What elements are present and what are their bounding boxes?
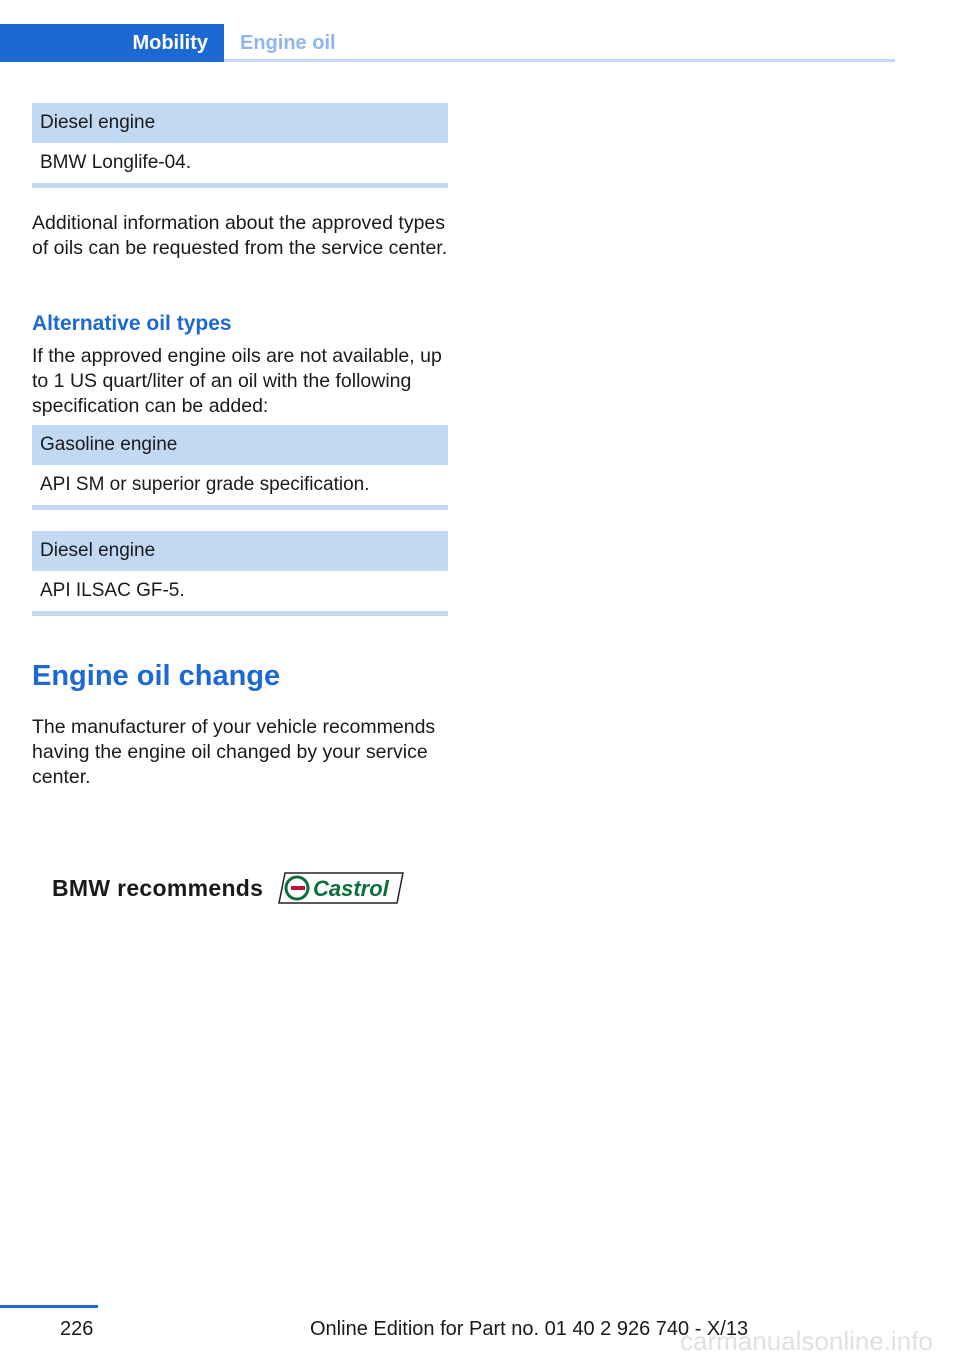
spec-table-diesel-approved (32, 103, 448, 188)
spec-bottom-rule (32, 183, 448, 188)
oil-change-heading: Engine oil change (32, 660, 281, 692)
watermark: carmanualsonline.info (680, 1326, 933, 1356)
header-divider (224, 59, 895, 62)
castrol-logo-icon (277, 871, 405, 905)
header-tabs (0, 24, 895, 62)
castrol-wordmark: Castrol (313, 876, 390, 901)
spec-table-gasoline (32, 425, 448, 510)
spec-heading: Diesel engine (32, 531, 448, 571)
spec-table-diesel-alternative (32, 531, 448, 616)
footer-rule (0, 1305, 98, 1308)
spec-bottom-rule (32, 611, 448, 616)
bmw-castrol-logo (52, 866, 432, 910)
tab-mobility[interactable]: Mobility (0, 24, 224, 62)
alternative-oil-heading: Alternative oil types (32, 312, 232, 335)
alternative-oil-intro: If the approved engine oils are not available, up to 1 US quart/liter of an oil with the following specification can be added: (32, 345, 442, 417)
oil-change-paragraph: The manufacturer of your vehicle recommends having the engine oil changed by your service center. (32, 716, 436, 788)
spec-value: BMW Longlife-04. (40, 152, 192, 173)
additional-info-paragraph: Additional information about the approved types of oils can be requested from the service center. (32, 212, 448, 259)
bmw-recommends-text: BMW recommends (52, 874, 264, 901)
spec-value: API ILSAC GF-5. (40, 580, 185, 601)
spec-bottom-rule (32, 505, 448, 510)
spec-value: API SM or superior grade specification. (40, 474, 370, 495)
page-number: 226 (60, 1318, 94, 1340)
spec-heading: Gasoline engine (32, 425, 448, 465)
tab-engine-oil[interactable]: Engine oil (240, 31, 336, 54)
spec-heading: Diesel engine (32, 103, 448, 143)
edition-text: Online Edition for Part no. 01 40 2 926 740 - X/13 (310, 1318, 749, 1340)
